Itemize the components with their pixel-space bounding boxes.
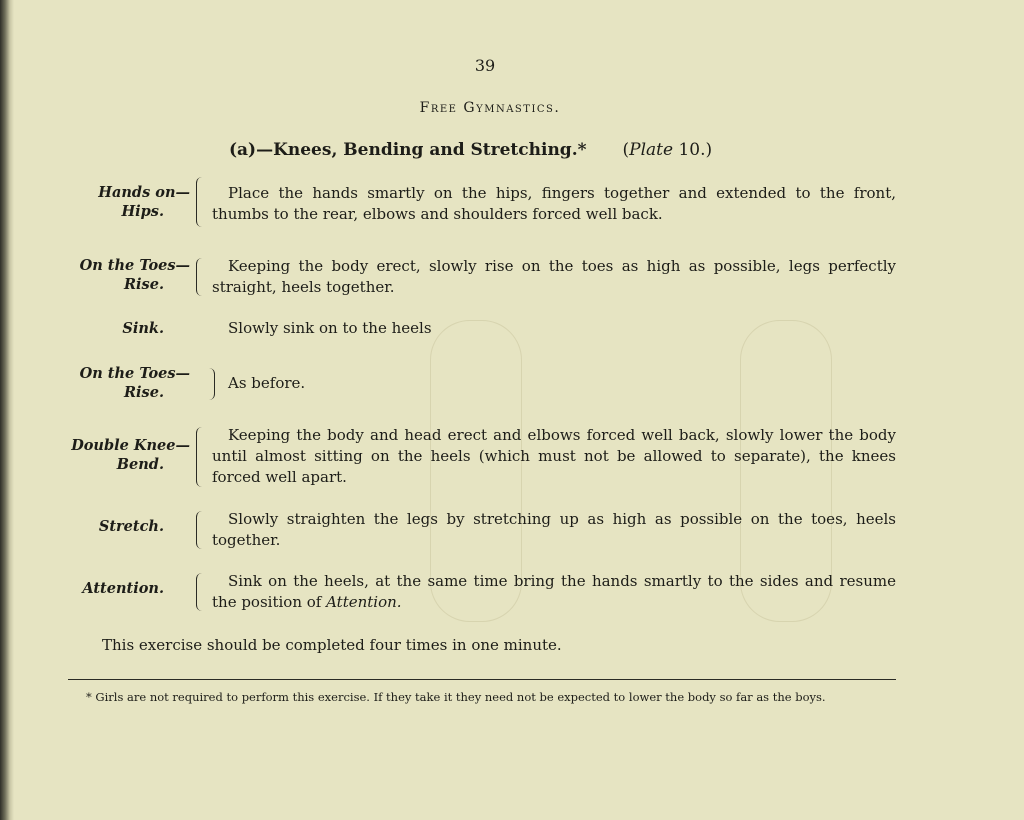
exercise-label	[50, 256, 190, 294]
attention-emphasis: Attention.	[326, 593, 402, 611]
exercise-label	[50, 436, 190, 474]
exercise-description-text: Place the hands smartly on the hips, fingers together and extended to the front, thumbs to the rear, elbows and shoulders forced well back.	[212, 184, 896, 223]
exercise-label-line2: Hips.	[121, 203, 164, 220]
exercise-description	[212, 183, 896, 225]
footnote-rule	[68, 679, 896, 680]
exercise-label-line1: Stretch.	[98, 518, 164, 535]
plate-open-paren: (	[622, 140, 630, 160]
exercise-description	[212, 425, 896, 488]
plate-number: 10.)	[678, 140, 713, 160]
exercise-label-line1: On the Toes—	[79, 257, 190, 274]
page-number: 39	[474, 56, 496, 75]
running-head: Free Gymnastics.	[419, 100, 561, 116]
closing-note: This exercise should be completed four times in one minute.	[102, 636, 562, 654]
section-title	[229, 140, 712, 160]
footnote: * Girls are not required to perform this exercise. If they take it they need not be expected to lower the body so far as the boys.	[86, 690, 826, 704]
exercise-label-line1: Sink.	[122, 320, 164, 337]
section-heading: Knees, Bending and Stretching.*	[273, 140, 587, 160]
exercise-label	[50, 517, 190, 536]
brace	[196, 258, 211, 296]
exercise-label-line1: Double Knee—	[71, 437, 190, 454]
exercise-description	[212, 318, 896, 339]
brace	[196, 511, 211, 549]
plate-reference	[623, 140, 713, 160]
exercise-label	[50, 364, 190, 402]
exercise-description-text: As before.	[228, 374, 306, 392]
brace	[196, 573, 211, 611]
exercise-label-line2: Bend.	[116, 456, 164, 473]
brace	[196, 177, 211, 227]
exercise-label-line1: On the Toes—	[79, 365, 190, 382]
exercise-label	[50, 319, 190, 338]
exercise-description-text: Slowly sink on to the heels	[228, 319, 432, 337]
exercise-description	[212, 509, 896, 551]
plate-label: Plate	[629, 140, 674, 160]
exercise-label-line1: Attention.	[82, 580, 164, 597]
exercise-label-line2: Rise.	[124, 276, 164, 293]
brace	[196, 427, 211, 487]
exercise-description-text: Slowly straighten the legs by stretching up as high as possible on the toes, heels together.	[212, 510, 896, 549]
exercise-label	[50, 183, 190, 221]
exercise-label-line2: Rise.	[124, 384, 164, 401]
exercise-label	[50, 579, 190, 598]
exercise-label-line1: Hands on—	[98, 184, 190, 201]
exercise-description	[212, 373, 896, 394]
exercise-description-text: Keeping the body erect, slowly rise on the toes as high as possible, legs perfectly straight, heels together.	[212, 257, 896, 296]
exercise-description-main: Sink on the heels, at the same time bring the hands smartly to the sides and resume the position of	[212, 572, 896, 611]
exercise-description	[212, 256, 896, 298]
page-binding-edge	[0, 0, 14, 820]
exercise-description	[212, 571, 896, 613]
exercise-description-text	[212, 571, 896, 613]
exercise-description-text: Keeping the body and head erect and elbows forced well back, slowly lower the body until almost sitting on the heels (which must not be allowed to separate), the knees forced well apart.	[212, 426, 896, 486]
section-prefix: (a)—	[229, 140, 274, 160]
